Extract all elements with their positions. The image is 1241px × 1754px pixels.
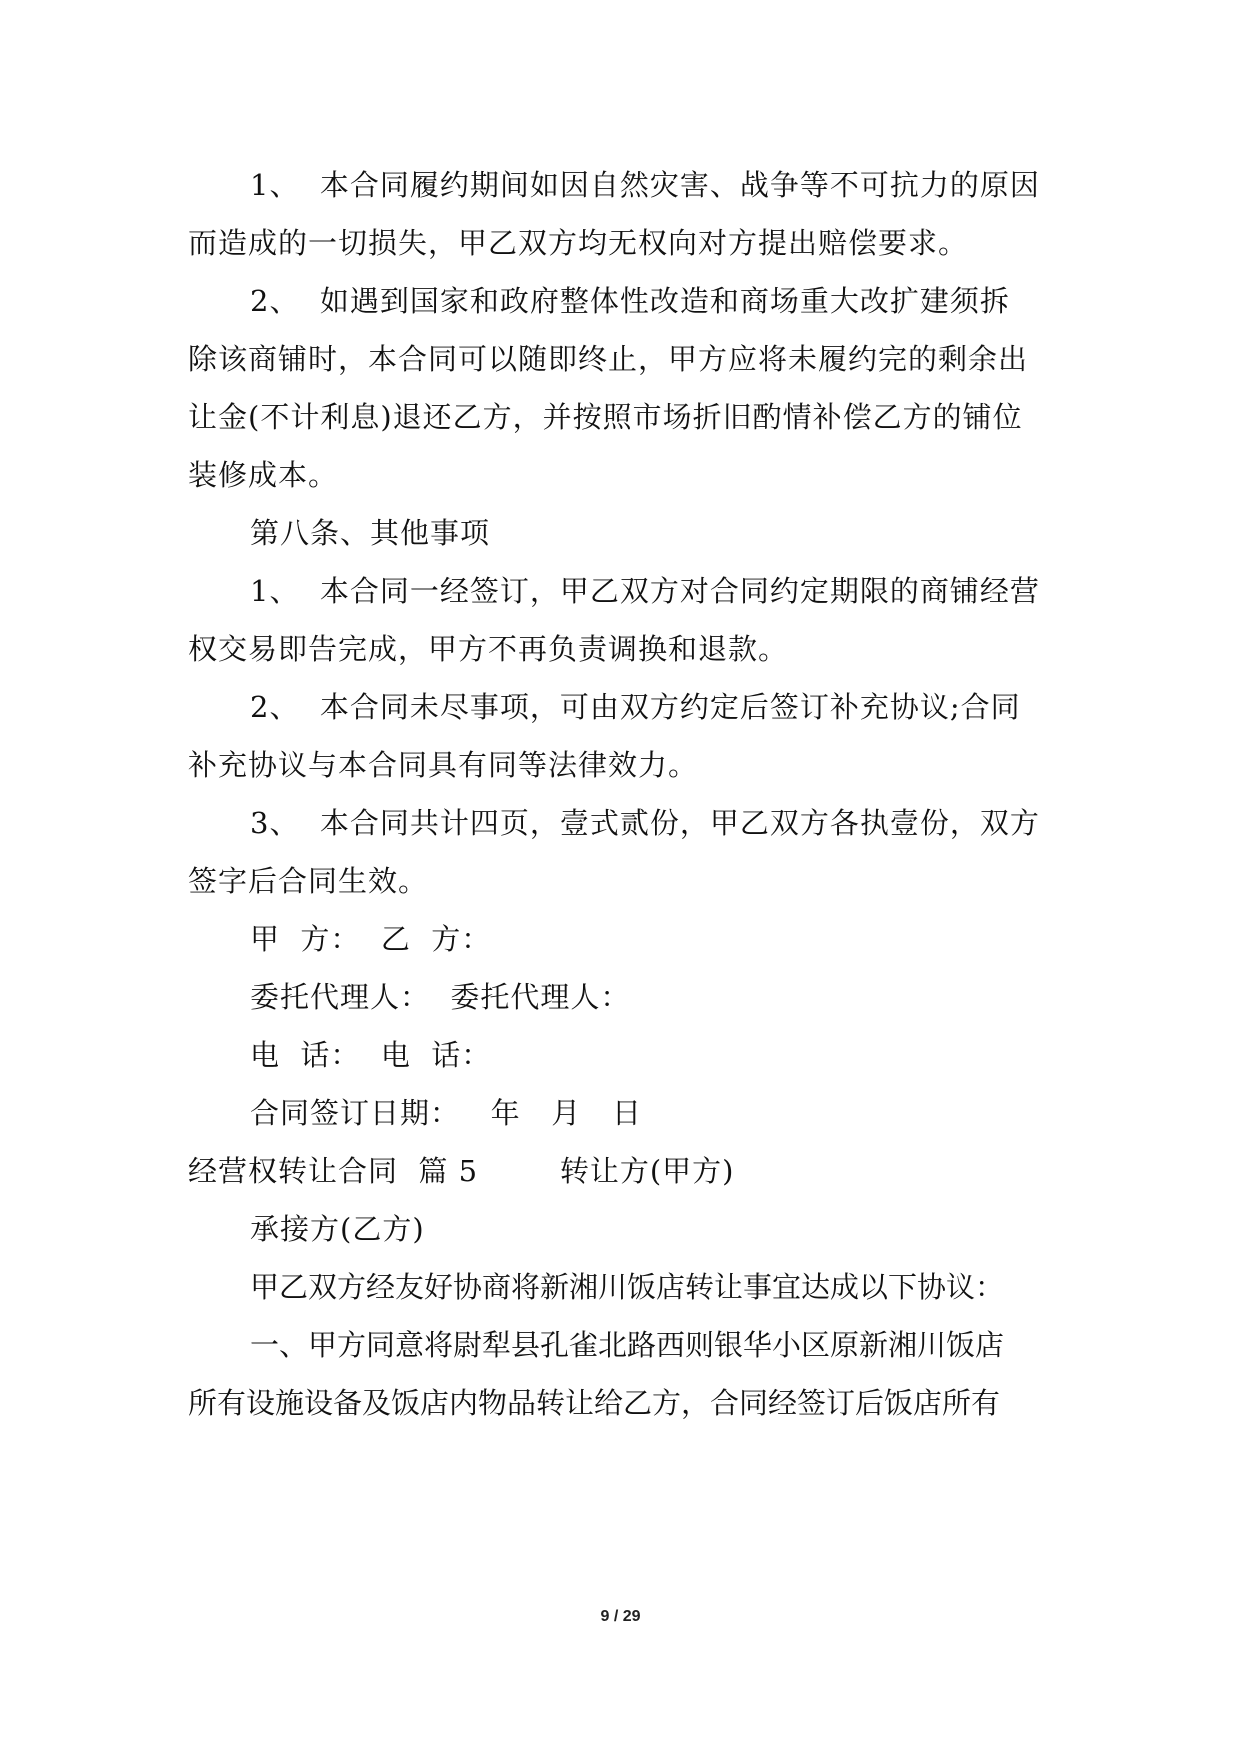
clause-8-3-line-1: 3、 本合同共计四页，壹式贰份，甲乙双方各执壹份，双方 xyxy=(250,806,1040,840)
clause-1-line-1: 一、甲方同意将尉犁县孔雀北路西则银华小区原新湘川饭店 xyxy=(250,1328,1005,1362)
clause-8-2-line-2: 补充协议与本合同具有同等法律效力。 xyxy=(188,748,699,782)
phone-line: 电 话： 电 话： xyxy=(250,1038,492,1072)
signing-date-line: 合同签订日期： 年 月 日 xyxy=(250,1096,642,1130)
clause-7-2-line-1: 2、 如遇到国家和政府整体性改造和商场重大改扩建须拆 xyxy=(250,284,1010,318)
clause-7-2-line-3: 让金(不计利息)退还乙方，并按照市场折旧酌情补偿乙方的铺位 xyxy=(188,400,1023,434)
article-8-heading: 第八条、其他事项 xyxy=(250,516,491,550)
assignee-line: 承接方(乙方) xyxy=(250,1212,425,1246)
clause-8-1-line-1: 1、 本合同一经签订，甲乙双方对合同约定期限的商铺经营 xyxy=(250,574,1040,608)
clause-7-2-line-2: 除该商铺时，本合同可以随即终止，甲方应将未履约完的剩余出 xyxy=(188,342,1029,376)
clause-7-1-line-2: 而造成的一切损失，甲乙双方均无权向对方提出赔偿要求。 xyxy=(188,226,969,260)
clause-7-1-line-1: 1、 本合同履约期间如因自然灾害、战争等不可抗力的原因 xyxy=(250,168,1040,202)
page-number: 9 / 29 xyxy=(600,1608,641,1625)
clause-8-2-line-1: 2、 本合同未尽事项，可由双方约定后签订补充协议;合同 xyxy=(250,690,1021,724)
contract-5-title-line: 经营权转让合同 篇 5 转让方(甲方) xyxy=(188,1154,735,1188)
party-signature-line: 甲 方： 乙 方： xyxy=(250,922,492,956)
agreement-intro-line: 甲乙双方经友好协商将新湘川饭店转让事宜达成以下协议： xyxy=(250,1270,1005,1304)
agent-signature-line: 委托代理人： 委托代理人： xyxy=(250,980,631,1014)
clause-8-1-line-2: 权交易即告完成，甲方不再负责调换和退款。 xyxy=(188,632,789,666)
clause-8-3-line-2: 签字后合同生效。 xyxy=(188,864,429,898)
clause-7-2-line-4: 装修成本。 xyxy=(188,458,339,492)
clause-1-line-2: 所有设施设备及饭店内物品转让给乙方，合同经签订后饭店所有 xyxy=(188,1386,1001,1420)
